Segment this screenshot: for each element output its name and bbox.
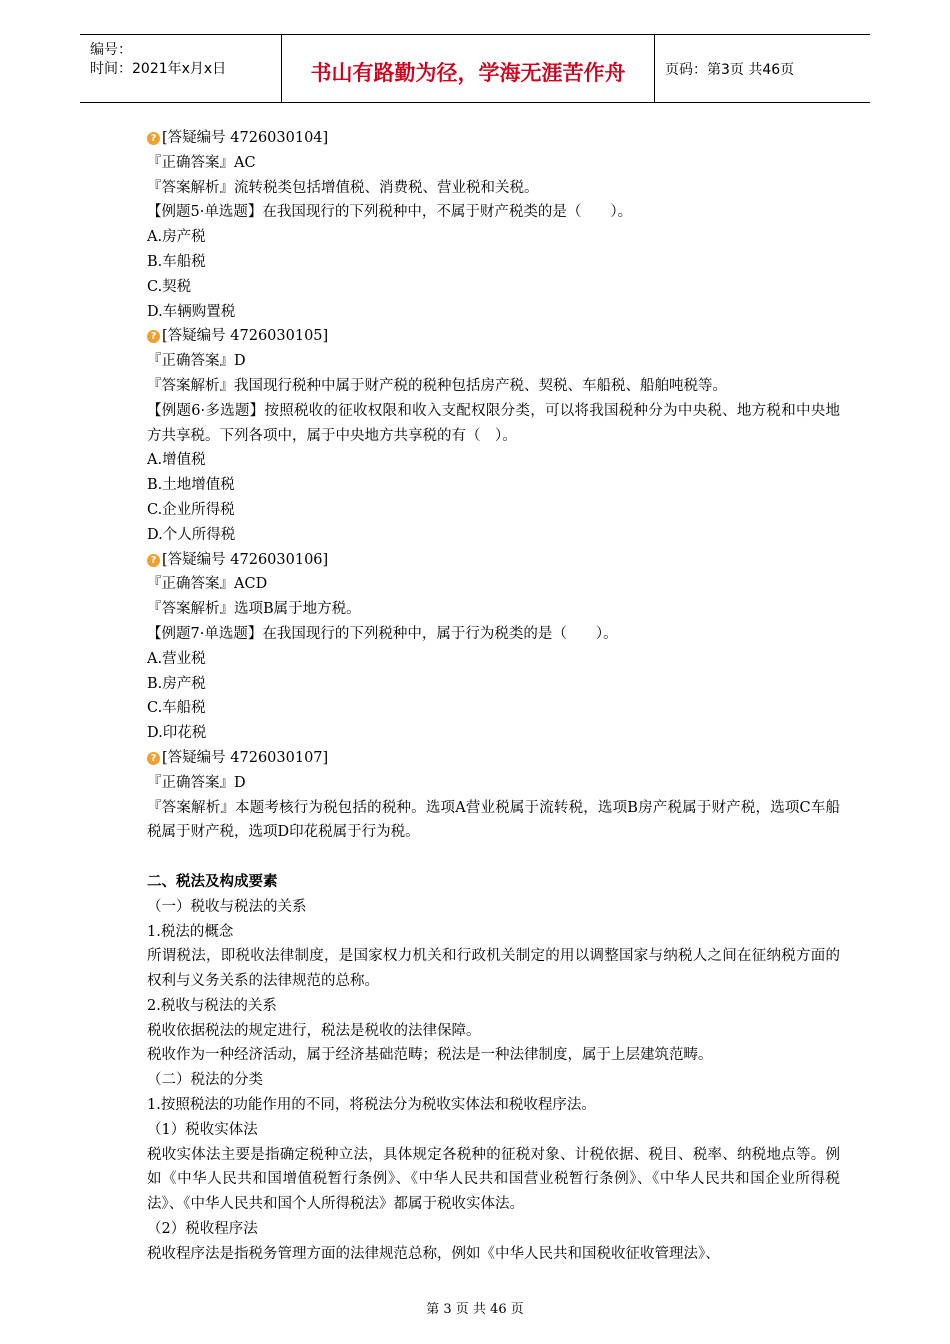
page-header xyxy=(80,34,870,103)
line-text: （2）税收程序法 xyxy=(147,1221,258,1238)
text-line xyxy=(115,473,840,498)
text-line xyxy=(115,870,840,895)
line-text: 税收实体法主要是指确定税种立法，具体规定各税种的征税对象、计税依据、税目、税率、纳税地点等。例如《中华人民共和国增值税暂行条例》、《中华人民共和国营业税暂行条例》、《中华人民共和国企业所得税法》、《中华人民共和国个人所得税法》都属于税收实体法。 xyxy=(147,1146,840,1213)
header-motto-cell xyxy=(282,35,655,102)
qa-reference-line xyxy=(115,548,840,573)
text-line xyxy=(115,200,840,225)
text-line xyxy=(115,1068,840,1093)
document-body xyxy=(115,126,840,1267)
text-line xyxy=(115,796,840,846)
line-text: （1）税收实体法 xyxy=(147,1121,258,1138)
page-info: 页码：第3页 共46页 xyxy=(665,62,795,78)
text-line xyxy=(115,696,840,721)
text-line xyxy=(115,275,840,300)
line-text: 『答案解析』选项B属于地方税。 xyxy=(147,601,361,618)
qa-reference-line xyxy=(115,324,840,349)
line-text: B.房产税 xyxy=(147,675,206,692)
line-text: 『正确答案』D xyxy=(147,774,246,791)
text-line xyxy=(115,349,840,374)
text-line xyxy=(115,622,840,647)
text-line xyxy=(115,672,840,697)
page-footer xyxy=(0,1298,950,1317)
text-line xyxy=(115,944,840,994)
text-line xyxy=(115,498,840,523)
footer-page-number: 第 3 页 共 46 页 xyxy=(426,1302,524,1317)
question-icon[interactable]: ? xyxy=(147,132,160,145)
line-text: 『正确答案』ACD xyxy=(147,576,268,593)
line-text: 二、税法及构成要素 xyxy=(147,872,278,890)
text-line xyxy=(115,448,840,473)
line-text: A.增值税 xyxy=(147,452,206,469)
question-icon[interactable]: ? xyxy=(147,554,160,567)
line-text: 税收作为一种经济活动，属于经济基础范畴；税法是一种法律制度，属于上层建筑范畴。 xyxy=(147,1047,713,1064)
line-text: C.契税 xyxy=(147,278,192,295)
line-text: 『答案解析』流转税类包括增值税、消费税、营业税和关税。 xyxy=(147,179,539,196)
line-text: （一）税收与税法的关系 xyxy=(147,898,307,915)
text-line xyxy=(115,176,840,201)
text-line xyxy=(115,300,840,325)
line-text: D.车辆购置税 xyxy=(147,303,236,320)
line-text: A.营业税 xyxy=(147,650,206,667)
line-text: 『正确答案』AC xyxy=(147,154,256,171)
line-text: D.个人所得税 xyxy=(147,526,236,543)
line-text: 税收程序法是指税务管理方面的法律规范总称，例如《中华人民共和国税收征收管理法》、 xyxy=(147,1245,720,1262)
blank-line xyxy=(115,845,840,870)
line-text: 【例题6·多选题】按照税收的征收权限和收入支配权限分类，可以将我国税种分为中央税、地方税和中央地方共享税。下列各项中，属于中央地方共享税的有（ ）。 xyxy=(147,402,840,444)
text-line xyxy=(115,399,840,449)
line-text: D.印花税 xyxy=(147,725,207,742)
text-line xyxy=(115,994,840,1019)
text-line xyxy=(115,151,840,176)
text-line xyxy=(115,721,840,746)
line-text: A.房产税 xyxy=(147,229,206,246)
line-text: C.企业所得税 xyxy=(147,501,235,518)
motto: 书山有路勤为径，学海无涯苦作舟 xyxy=(310,61,626,85)
line-text: [答疑编号 4726030104] xyxy=(162,130,329,146)
line-text: B.土地增值税 xyxy=(147,477,235,494)
line-text: [答疑编号 4726030106] xyxy=(162,551,329,568)
header-page-cell xyxy=(655,35,870,102)
header-meta-cell xyxy=(80,35,282,102)
line-text: （二）税法的分类 xyxy=(147,1072,263,1089)
line-text: [答疑编号 4726030107] xyxy=(162,749,329,766)
line-text: 『正确答案』D xyxy=(147,353,246,370)
text-line xyxy=(115,1043,840,1068)
text-line xyxy=(115,895,840,920)
text-line xyxy=(115,1093,840,1118)
line-text: 所谓税法，即税收法律制度，是国家权力机关和行政机关制定的用以调整国家与纳税人之间在征纳税方面的权利与义务关系的法律规范的总称。 xyxy=(147,948,840,990)
line-text: 1.税法的概念 xyxy=(147,923,234,940)
text-line xyxy=(115,920,840,945)
text-line xyxy=(115,647,840,672)
line-text: C.车船税 xyxy=(147,700,206,717)
question-icon[interactable]: ? xyxy=(147,752,160,765)
text-line xyxy=(115,225,840,250)
line-text: 2.税收与税法的关系 xyxy=(147,997,277,1014)
text-line xyxy=(115,572,840,597)
line-text: [答疑编号 4726030105] xyxy=(162,328,329,345)
line-text: 1.按照税法的功能作用的不同，将税法分为税收实体法和税收程序法。 xyxy=(147,1097,596,1114)
text-line xyxy=(115,1143,840,1217)
qa-reference-line xyxy=(115,746,840,771)
text-line xyxy=(115,374,840,399)
text-line xyxy=(115,1019,840,1044)
line-text: 【例题7·单选题】在我国现行的下列税种中，属于行为税类的是（ ）。 xyxy=(147,625,618,642)
text-line xyxy=(115,1242,840,1267)
line-text: 『答案解析』本题考核行为税包括的税种。选项A营业税属于流转税，选项B房产税属于财产税，选项C车船税属于财产税，选项D印花税属于行为税。 xyxy=(147,799,840,841)
time-label: 时间：2021年x月x日 xyxy=(90,61,227,77)
text-line xyxy=(115,250,840,275)
line-text: 税收依据税法的规定进行，税法是税收的法律保障。 xyxy=(147,1022,481,1039)
question-icon[interactable]: ? xyxy=(147,330,160,343)
text-line xyxy=(115,1118,840,1143)
text-line xyxy=(115,771,840,796)
qa-reference-line xyxy=(115,126,840,151)
text-line xyxy=(115,523,840,548)
line-text: B.车船税 xyxy=(147,253,206,270)
text-line xyxy=(115,1217,840,1242)
text-line xyxy=(115,597,840,622)
line-text: 【例题5·单选题】在我国现行的下列税种中，不属于财产税类的是（ ）。 xyxy=(147,204,633,221)
line-text: 『答案解析』我国现行税种中属于财产税的税种包括房产税、契税、车船税、船舶吨税等。 xyxy=(147,377,727,394)
number-label: 编号： xyxy=(90,42,132,58)
